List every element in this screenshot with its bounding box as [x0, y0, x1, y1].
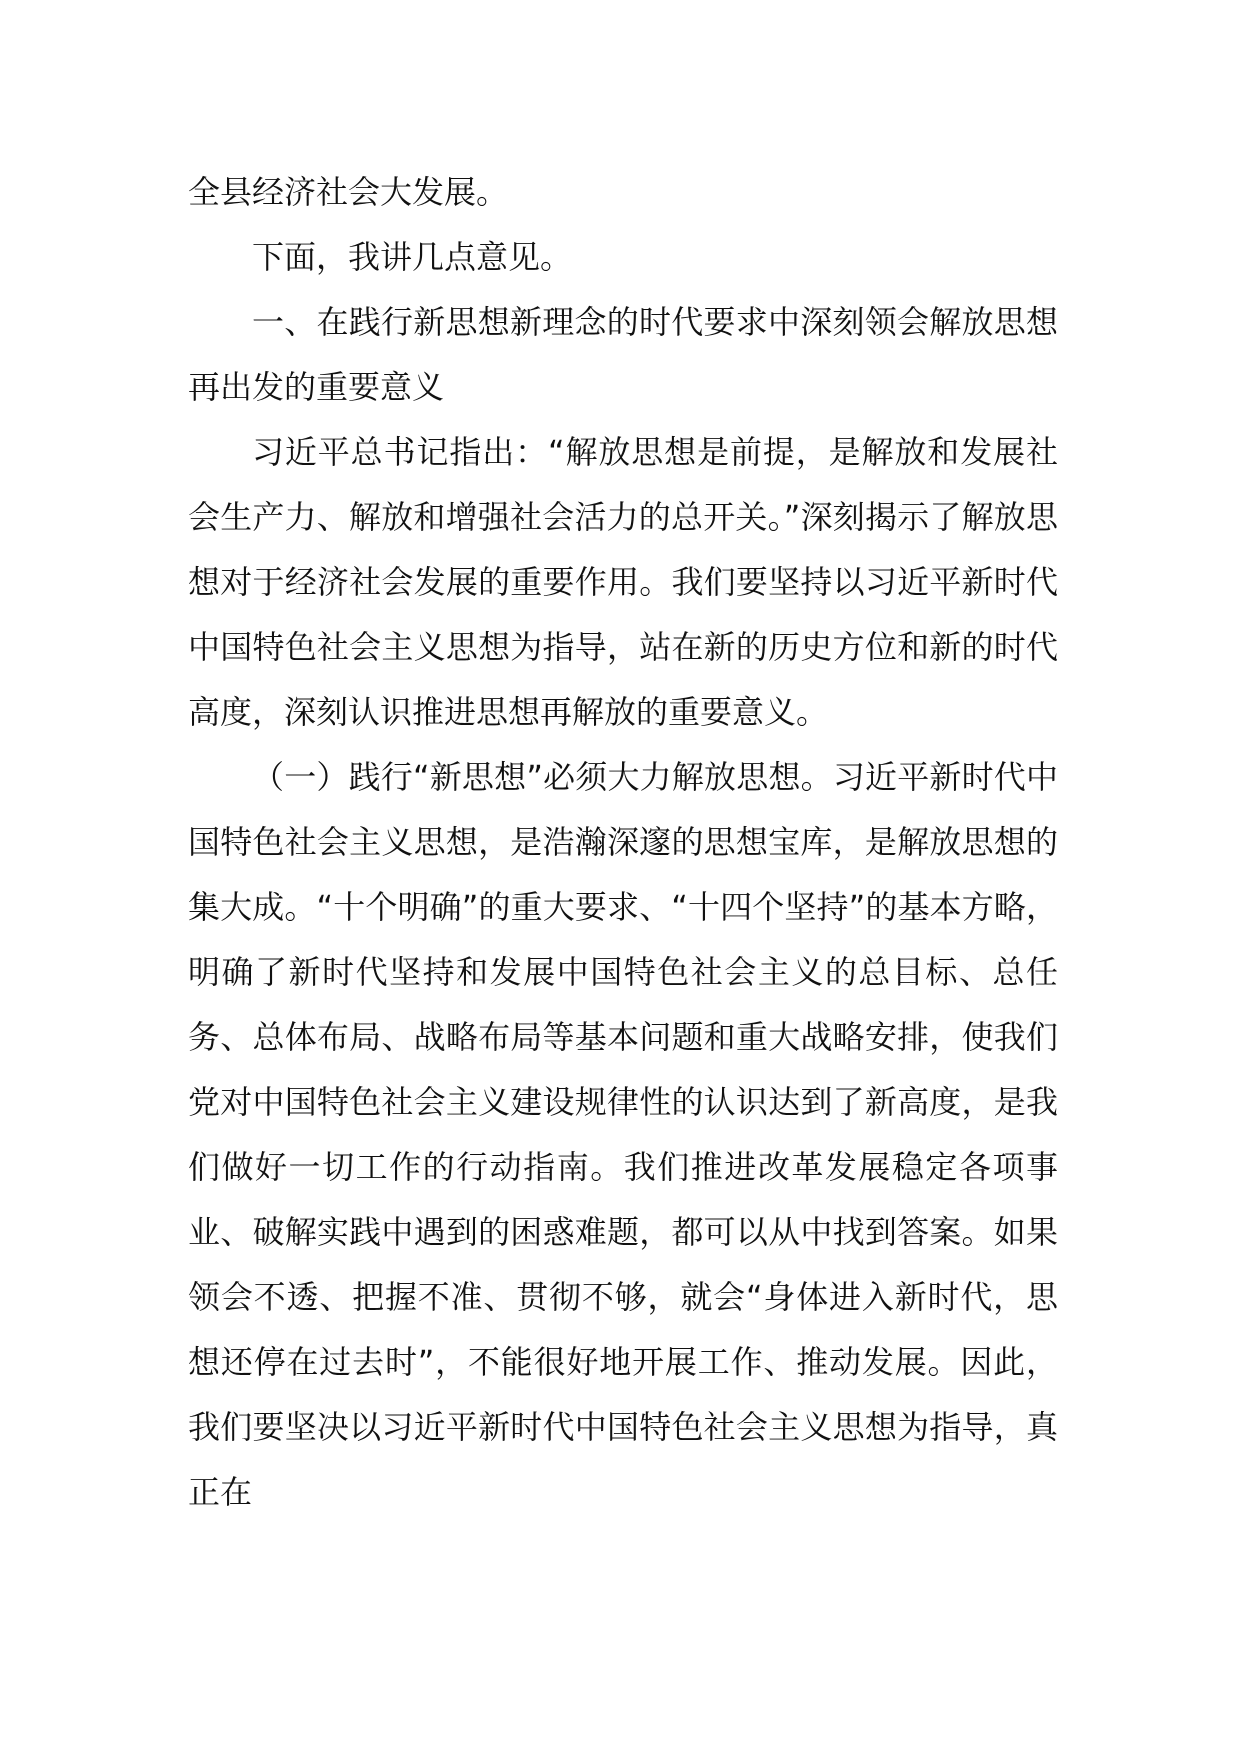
subsection-paragraph: （一）践行“新思想”必须大力解放思想。习近平新时代中国特色社会主义思想，是浩瀚深邃的思想宝库，是解放思想的集大成。“十个明确”的重大要求、“十四个坚持”的基本方略，明确了新时代坚持和发展中国特色社会主义的总目标、总任务、总体布局、战略布局等基本问题和重大战略安排，使我们党对中国特色社会主义建设规律性的认识达到了新高度，是我们做好一切工作的行动指南。我们推进改革发展稳定各项事业、破解实践中遇到的困惑难题，都可以从中找到答案。如果领会不透、把握不准、贯彻不够，就会“身体进入新时代，思想还停在过去时”，不能很好地开展工作、推动发展。因此，我们要坚决以习近平新时代中国特色社会主义思想为指导，真正在: [188, 758, 1058, 1511]
section-heading: 一、在践行新思想新理念的时代要求中深刻领会解放思想再出发的重要意义: [188, 303, 1058, 406]
continuation-paragraph: 全县经济社会大发展。: [188, 173, 509, 211]
document-page: [188, 160, 1058, 1525]
intro-paragraph: 下面，我讲几点意见。: [252, 238, 573, 276]
body-paragraph: 习近平总书记指出：“解放思想是前提，是解放和发展社会生产力、解放和增强社会活力的总开关。”深刻揭示了解放思想对于经济社会发展的重要作用。我们要坚持以习近平新时代中国特色社会主义思想为指导，站在新的历史方位和新的时代高度，深刻认识推进思想再解放的重要意义。: [188, 433, 1058, 731]
